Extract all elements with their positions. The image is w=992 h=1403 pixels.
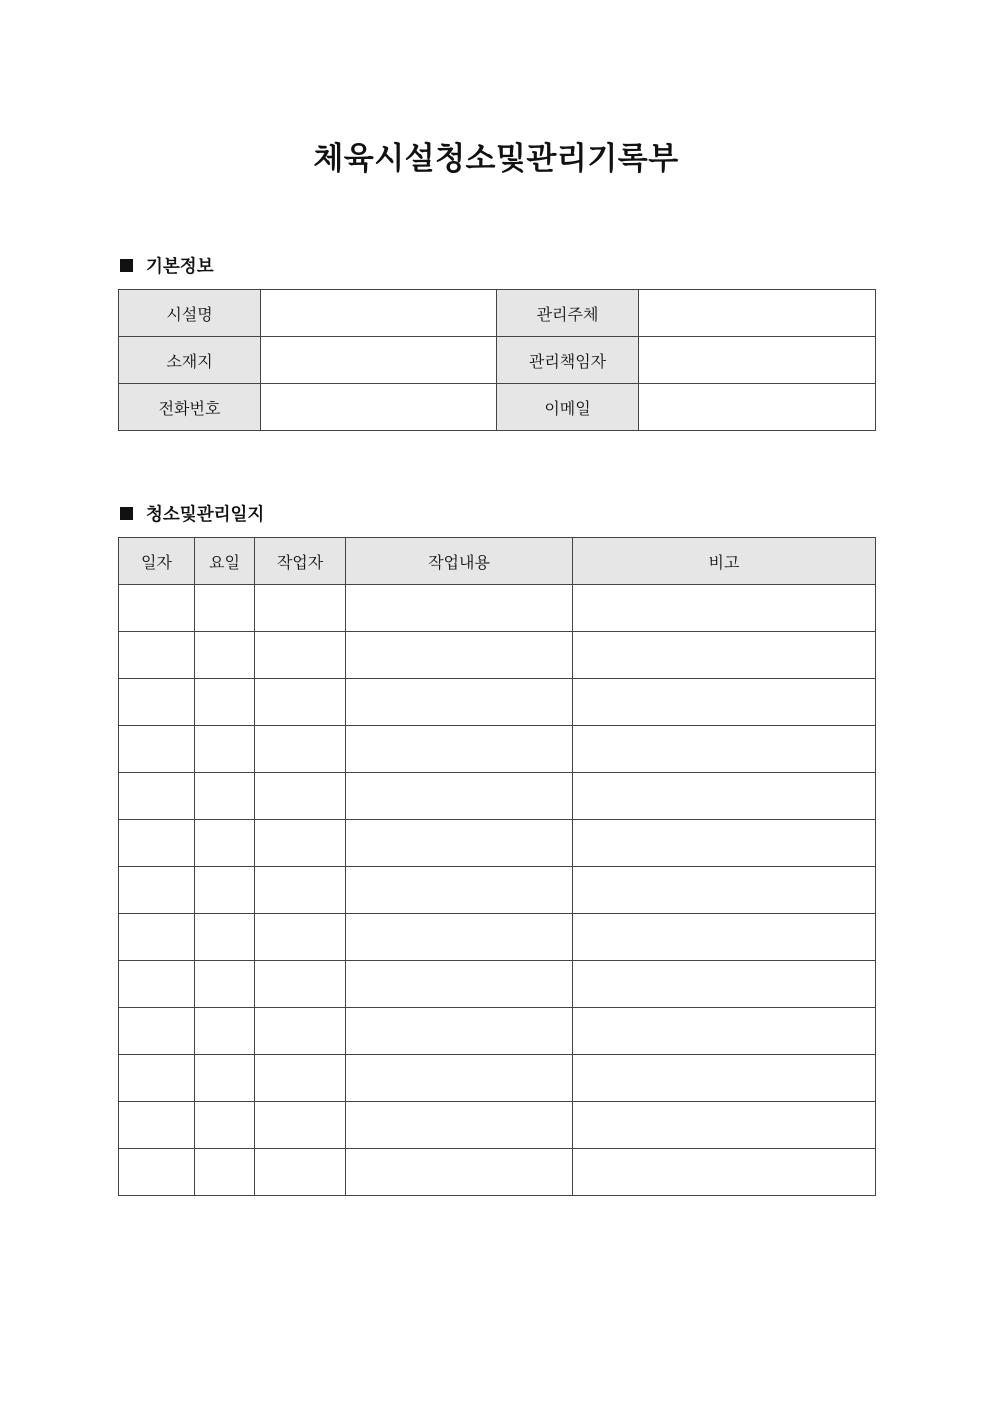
log-row: [119, 679, 876, 726]
info-value-field[interactable]: [261, 337, 497, 384]
log-cell-col-weekday[interactable]: [195, 1149, 255, 1196]
log-cell-col-date[interactable]: [119, 773, 195, 820]
info-label: 소재지: [119, 337, 261, 384]
log-cell-col-date[interactable]: [119, 585, 195, 632]
log-cell-col-weekday[interactable]: [195, 867, 255, 914]
log-cell-col-worker[interactable]: [255, 585, 346, 632]
log-header-col-weekday: 요일: [195, 538, 255, 585]
log-row: [119, 961, 876, 1008]
info-row: [119, 384, 876, 431]
info-value-field[interactable]: [639, 290, 876, 337]
section-heading-text: 청소및관리일지: [146, 505, 265, 525]
log-cell-col-notes[interactable]: [573, 1055, 876, 1102]
square-bullet-icon: [120, 259, 133, 272]
log-cell-col-task[interactable]: [346, 1008, 573, 1055]
log-cell-col-task[interactable]: [346, 726, 573, 773]
log-cell-col-date[interactable]: [119, 961, 195, 1008]
log-row: [119, 1055, 876, 1102]
log-cell-col-worker[interactable]: [255, 820, 346, 867]
log-cell-col-date[interactable]: [119, 867, 195, 914]
info-value-field[interactable]: [261, 290, 497, 337]
log-row: [119, 867, 876, 914]
log-cell-col-worker[interactable]: [255, 867, 346, 914]
section-heading-basic-info: [119, 253, 214, 278]
log-cell-col-notes[interactable]: [573, 867, 876, 914]
log-cell-col-worker[interactable]: [255, 632, 346, 679]
section-heading-text: 기본정보: [146, 257, 214, 277]
log-cell-col-notes[interactable]: [573, 820, 876, 867]
info-label: 관리주체: [497, 290, 639, 337]
log-row: [119, 726, 876, 773]
log-cell-col-worker[interactable]: [255, 914, 346, 961]
log-cell-col-notes[interactable]: [573, 914, 876, 961]
log-cell-col-notes[interactable]: [573, 1102, 876, 1149]
log-cell-col-notes[interactable]: [573, 726, 876, 773]
log-cell-col-date[interactable]: [119, 820, 195, 867]
log-cell-col-weekday[interactable]: [195, 726, 255, 773]
log-cell-col-date[interactable]: [119, 679, 195, 726]
log-cell-col-worker[interactable]: [255, 1008, 346, 1055]
log-header-col-date: 일자: [119, 538, 195, 585]
log-cell-col-weekday[interactable]: [195, 1055, 255, 1102]
log-header-col-task: 작업내용: [346, 538, 573, 585]
cleaning-log-table: [118, 537, 876, 1196]
log-header-col-worker: 작업자: [255, 538, 346, 585]
log-cell-col-task[interactable]: [346, 679, 573, 726]
log-cell-col-date[interactable]: [119, 1102, 195, 1149]
basic-info-table: [118, 289, 876, 431]
log-cell-col-worker[interactable]: [255, 726, 346, 773]
log-cell-col-notes[interactable]: [573, 679, 876, 726]
log-cell-col-weekday[interactable]: [195, 1102, 255, 1149]
log-cell-col-weekday[interactable]: [195, 585, 255, 632]
log-row: [119, 820, 876, 867]
log-cell-col-task[interactable]: [346, 1055, 573, 1102]
log-cell-col-worker[interactable]: [255, 1102, 346, 1149]
log-cell-col-task[interactable]: [346, 632, 573, 679]
log-cell-col-worker[interactable]: [255, 679, 346, 726]
log-cell-col-notes[interactable]: [573, 632, 876, 679]
square-bullet-icon: [120, 507, 133, 520]
log-cell-col-task[interactable]: [346, 1102, 573, 1149]
log-row: [119, 1149, 876, 1196]
section-heading-log: [119, 501, 264, 526]
log-cell-col-date[interactable]: [119, 726, 195, 773]
log-cell-col-task[interactable]: [346, 914, 573, 961]
log-cell-col-task[interactable]: [346, 820, 573, 867]
log-cell-col-weekday[interactable]: [195, 773, 255, 820]
log-row: [119, 585, 876, 632]
info-label: 전화번호: [119, 384, 261, 431]
info-row: [119, 337, 876, 384]
log-row: [119, 914, 876, 961]
log-header-row: [119, 538, 876, 585]
info-value-field[interactable]: [639, 384, 876, 431]
log-cell-col-worker[interactable]: [255, 773, 346, 820]
log-cell-col-task[interactable]: [346, 1149, 573, 1196]
info-label: 이메일: [497, 384, 639, 431]
info-label: 관리책임자: [497, 337, 639, 384]
log-cell-col-weekday[interactable]: [195, 961, 255, 1008]
document-title: 체육시설청소및관리기록부: [313, 141, 679, 177]
info-row: [119, 290, 876, 337]
log-cell-col-weekday[interactable]: [195, 820, 255, 867]
log-cell-col-weekday[interactable]: [195, 679, 255, 726]
info-value-field[interactable]: [639, 337, 876, 384]
log-cell-col-worker[interactable]: [255, 1149, 346, 1196]
log-cell-col-worker[interactable]: [255, 961, 346, 1008]
log-cell-col-task[interactable]: [346, 961, 573, 1008]
log-cell-col-date[interactable]: [119, 1149, 195, 1196]
log-cell-col-notes[interactable]: [573, 585, 876, 632]
log-row: [119, 1008, 876, 1055]
log-row: [119, 773, 876, 820]
log-cell-col-notes[interactable]: [573, 1008, 876, 1055]
log-cell-col-task[interactable]: [346, 867, 573, 914]
log-cell-col-task[interactable]: [346, 585, 573, 632]
info-value-field[interactable]: [261, 384, 497, 431]
log-cell-col-date[interactable]: [119, 914, 195, 961]
log-cell-col-date[interactable]: [119, 1055, 195, 1102]
log-cell-col-worker[interactable]: [255, 1055, 346, 1102]
log-cell-col-date[interactable]: [119, 632, 195, 679]
log-cell-col-notes[interactable]: [573, 961, 876, 1008]
info-label: 시설명: [119, 290, 261, 337]
log-cell-col-notes[interactable]: [573, 773, 876, 820]
log-row: [119, 1102, 876, 1149]
log-cell-col-weekday[interactable]: [195, 632, 255, 679]
log-cell-col-weekday[interactable]: [195, 1008, 255, 1055]
log-header-col-notes: 비고: [573, 538, 876, 585]
log-cell-col-task[interactable]: [346, 773, 573, 820]
log-cell-col-weekday[interactable]: [195, 914, 255, 961]
log-row: [119, 632, 876, 679]
log-cell-col-date[interactable]: [119, 1008, 195, 1055]
log-cell-col-notes[interactable]: [573, 1149, 876, 1196]
